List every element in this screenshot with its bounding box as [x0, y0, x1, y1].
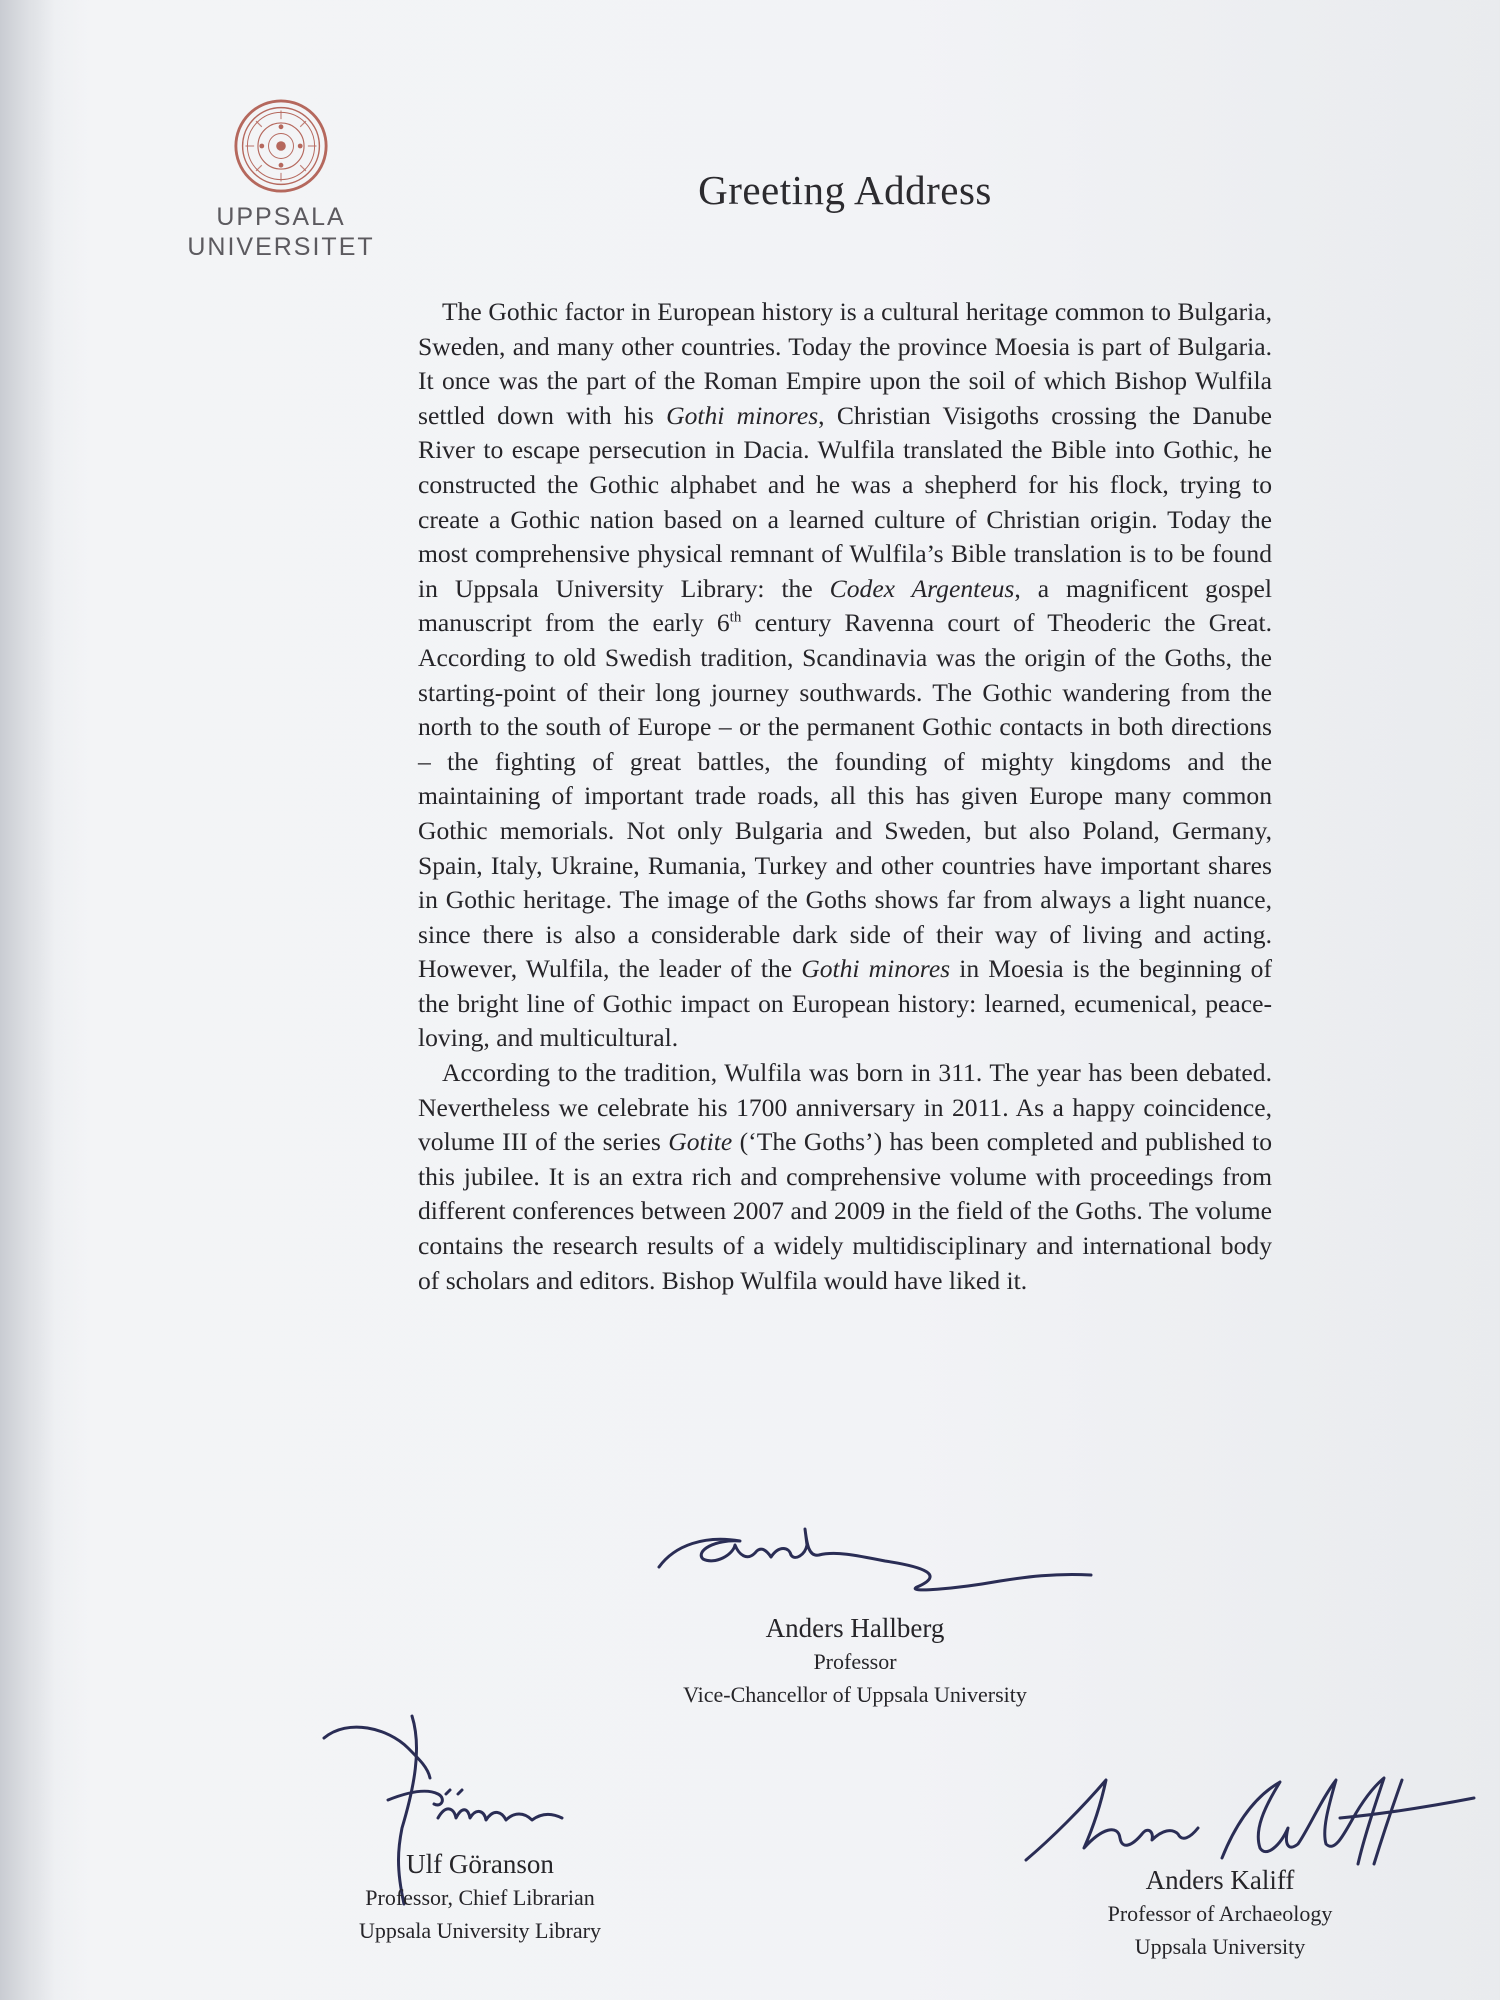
signatory-name: Ulf Göranson: [406, 1849, 554, 1879]
ordinal-suffix: th: [729, 609, 742, 626]
signatory-title: Professor, Chief Librarian: [365, 1885, 595, 1910]
text-run: The Gothic factor in European history is a cultural heritage common to Bulgaria, Sweden, and many other countries. Today the province Moesia is part of Bulgaria. It once was the part of the Roman Empire upon the soil of which Bishop Wulfila settled down with his: [418, 297, 1272, 430]
italic-term-gothi-minores: Gothi minores: [801, 954, 951, 984]
text-run: (‘The Goths’) has been completed and published to this jubilee. It is an extra rich and comprehensive volume with proceedings from different conferences between 2007 and 2009 in the field of the Goths. The volume contains the research results of a widely multidisciplinary and international body of scholars and editors. Bishop Wulfila would have liked it.: [418, 1127, 1272, 1295]
signature-anders-hallberg: [655, 1515, 1105, 1615]
signature-anders-kaliff: [1022, 1768, 1482, 1868]
logo-text-uppsala: UPPSALA: [216, 203, 346, 231]
signatory-name: Anders Kaliff: [1145, 1865, 1295, 1895]
signatory-title: Professor of Archaeology: [1107, 1901, 1333, 1926]
signatory-2: [300, 1847, 660, 1947]
signatory-name: Anders Hallberg: [765, 1613, 945, 1643]
signatory-position: Vice-Chancellor of Uppsala University: [683, 1682, 1027, 1707]
text-run: According to the tradition, Wulfila was born in 311. The year has been debated. Nevertheless we celebrate his 1700 anniversary in 2011. As a happy coincidence, volume III of the series: [418, 1058, 1272, 1157]
logo-text-universitet: UNIVERSITET: [187, 233, 375, 261]
page-title: Greeting Address: [698, 167, 992, 213]
greeting-body: [418, 295, 1272, 1298]
signatory-position: Uppsala University: [1134, 1934, 1306, 1959]
text-run: in Moesia is the beginning of the bright line of Gothic impact on European history: learned, ecumenical, peace-loving, and multicultural.: [418, 954, 1273, 1053]
text-run: , Christian Visigoths crossing the Danube River to escape persecution in Dacia. Wulfila translated the Bible into Gothic, he constructed the Gothic alphabet and he was a shepherd for his flock, trying to create a Gothic nation based on a learned culture of Christian origin. Today the most comprehensive physical remnant of Wulfila’s Bible translation is to be found in Uppsala University Library: the: [418, 400, 1272, 603]
signatory-position: Uppsala University Library: [359, 1918, 601, 1943]
italic-term-gothi-minores: Gothi minores: [666, 400, 819, 430]
body-paragraph-2: [418, 1056, 1272, 1298]
text-run: century Ravenna court of Theoderic the Great. According to old Swedish tradition, Scandinavia was the origin of the Goths, the starting-point of their long journey southwards. The Gothic wandering from the north to the south of Europe – or the permanent Gothic contacts in both directions – the fighting of great battles, the founding of mighty kingdoms and the maintaining of important trade roads, all this has given Europe many common Gothic memorials. Not only Bulgaria and Sweden, but also Poland, Germany, Spain, Italy, Ukraine, Rumania, Turkey and other countries have important shares in Gothic heritage. The image of the Goths shows far from always a light nuance, since there is also a considerable dark side of their way of living and acting. However, Wulfila, the leader of the: [418, 608, 1272, 984]
text-run: , a magnificent gospel manuscript from the early 6: [418, 573, 1272, 638]
italic-term-codex-argenteus: Codex Argenteus: [829, 573, 1015, 603]
signatory-1: [600, 1611, 1110, 1711]
book-spine-shadow: [0, 0, 55, 2000]
italic-term-gotite: Gotite: [668, 1127, 733, 1157]
body-paragraph-1: [418, 295, 1272, 1056]
signatory-title: Professor: [813, 1649, 897, 1674]
signatory-3: [1070, 1863, 1370, 1963]
